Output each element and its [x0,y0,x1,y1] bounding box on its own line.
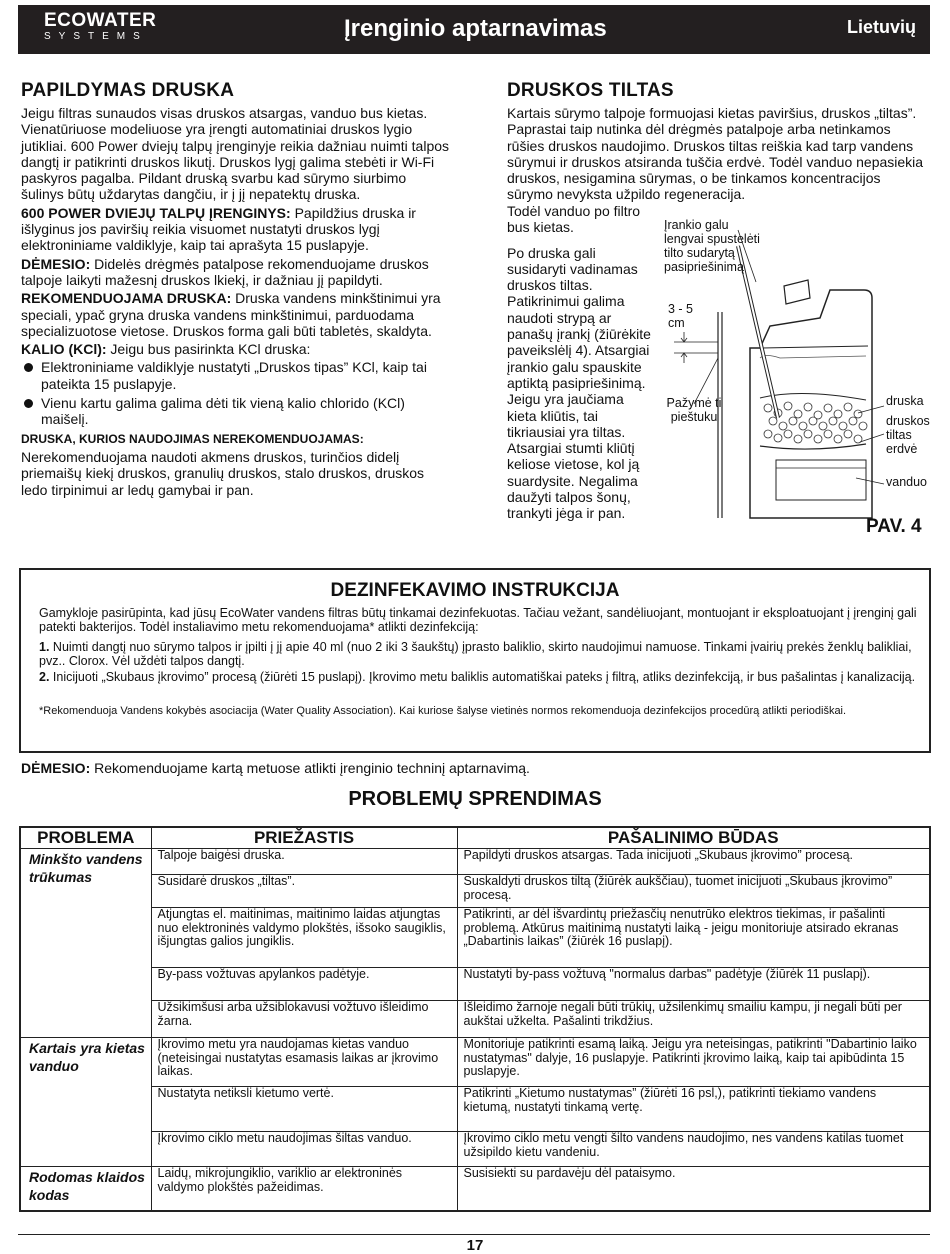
fix-cell [457,1132,930,1167]
problem-cell: Minkšto vandens trūkumas [20,849,151,1038]
figure-label-bridge: druskos tiltas erdvė [886,414,930,456]
cause-cell [151,875,457,908]
table-row [20,968,930,1001]
figure-label-depth: 3 - 5 cm [668,302,694,330]
table-row [20,1001,930,1038]
column-header-cause: PRIEŽASTIS [151,827,457,849]
kcl-paragraph [21,341,449,357]
cause-text: Užsikimšusi arba užsiblokavusi vožtuvo išleidimo žarna. [157,1000,429,1028]
cause-cell [151,1001,457,1038]
table-row [20,1087,930,1132]
fix-cell [457,1087,930,1132]
fix-text: Susisiekti su pardavėju dėl pataisymo. [463,1166,676,1180]
fix-cell [457,908,930,968]
twin-unit-label: 600 POWER DVIEJŲ TALPŲ ĮRENGINYS: [21,204,291,221]
column-header-problem: PROBLEMA [20,827,151,849]
maintenance-note-label: DĖMESIO: [21,760,91,776]
cause-text: Talpoje baigėsi druska. [157,848,285,862]
list-item: Elektroniniame valdiklyje nustatyti „Druskos tipas” KCl, kaip tai pateikta 15 puslapyje. [21,359,449,392]
twin-unit-paragraph [21,205,449,254]
cause-text: Įkrovimo ciklo metu naudojimas šiltas vanduo. [157,1131,412,1145]
step-number: 2. [39,670,50,684]
salt-granules [764,402,867,443]
fix-text: Suskaldyti druskos tiltą (žiūrėk aukščiau), tuomet inicijuoti „Skubaus įkrovimo” procesą. [463,874,893,902]
footer-divider [18,1234,930,1235]
page-number: 17 [466,1237,484,1254]
cause-cell [151,1132,457,1167]
figure-caption: PAV. 4 [866,516,922,537]
salt-refill-section [21,105,449,500]
fix-cell [457,968,930,1001]
fix-cell [457,1001,930,1038]
disinfection-note: *Rekomenduoja Vandens kokybės asociacija (Water Quality Association). Kai kuriose šalyse vietinės normos rekomenduoja dezinfekcijos procedūrą atlikti periodiškai. [39,705,847,717]
table-row [20,875,930,908]
salt-refill-intro: Jeigu filtras sunaudos visas druskos atsargas, vanduo bus kietas. Vienatūriuose modeliuose yra įrengti automatiniai druskos lygio jutikliai. 600 Power dviejų talpų įrenginyje reikia dažniau nuimti talpos dangtį ir patikrinti druskos likutį. Druskos lygį galima stebėti ir Wi-Fi paskyros pagalba. Pildant druską svarbu kad sūrymo siurbimo šulinys būtų uždarytas dangčiu, ir į jį nepatektų druska. [21,105,450,203]
brand-logo [44,11,156,42]
attention-text: Didelės drėgmės patalpose rekomenduojame druskos talpoje laikyti mažesnį druskos lkiekį, ir dažniau jį papildyti. [21,255,429,288]
disinfection-step-2 [39,670,919,684]
kcl-label: KALIO (KCl): [21,341,107,358]
table-header-row [20,827,930,849]
problem-cell: Kartais yra kietas vanduo [20,1038,151,1167]
step-number: 1. [39,640,50,654]
fix-text: Įkrovimo ciklo metu vengti šilto vandens naudojimo, nes vandens katilas tuomet užsipildo kietu vandeniu. [463,1131,904,1159]
table-row [20,1167,930,1211]
table-row [20,849,930,875]
not-recommended-label: DRUSKA, KURIOS NAUDOJIMAS NEREKOMENDUOJAMAS: [21,431,364,446]
cause-text: Laidų, mikrojungiklio, variklio ar elektroninės valdymo plokštės pažeidimas. [157,1166,403,1194]
step-text: Inicijuoti „Skubaus įkrovimo” procesą (žiūrėti 15 puslapį). Įkrovimo metu baliklis automatiškai pateks į filtrą, atliks dezinfekciją, ir bus pašalintas į kanalizaciją. [49,670,916,684]
salt-bridge-continued [507,203,657,524]
kcl-text: Jeigu bus pasirinkta KCl druska: [106,341,311,358]
cause-cell [151,849,457,875]
attention-paragraph [21,256,449,289]
disinfection-title: DEZINFEKAVIMO INSTRUKCIJA [330,580,620,601]
attention-label: DĖMESIO: [21,255,91,272]
disinfection-box [19,568,931,753]
brand-name: ECOWATER [44,10,157,31]
fix-cell [457,875,930,908]
page-title: Įrenginio aptarnavimas [344,15,607,42]
salt-bridge-heading: DRUSKOS TILTAS [507,80,674,101]
disinfection-step-1 [39,640,919,668]
troubleshooting-table [19,826,931,1212]
cause-cell [151,968,457,1001]
troubleshooting-title: PROBLEMŲ SPRENDIMAS [348,788,602,810]
figure-label-mark: Pažymė ti pieštuku [666,396,722,424]
problem-cell: Rodomas klaidos kodas [20,1167,151,1211]
fix-text: Monitoriuje patikrinti esamą laiką. Jeigu yra neteisingas, patikrinti "Dabartinio laiko nustatymas" dalyje, 16 puslapyje. Patikrinti įkrovimo laiką, kaip tai apibūdinta 15 puslapyje. [463,1037,917,1078]
step-text: Nuimti dangtį nuo sūrymo talpos ir įpilti į jį apie 40 ml (nuo 2 iki 3 šaukštų) įprasto baliklio, skirto naudojimui namuose. Tinkami įvairių prekės ženklų balikliai, pvz.. Clorox. Vėl uždėti talpos dangtį. [39,640,912,668]
recommended-salt-text: Druska vandens minkštinimui yra speciali, ypač gryna druska vandens minkštinimui, parduodama specializuotose vietose. Druskos forma gali būti tabletės, skaldyta. [21,290,441,339]
cause-text: By-pass vožtuvas apylankos padėtyje. [157,967,370,981]
language-label: Lietuvių [846,17,916,37]
figure-label-water: vanduo [886,475,928,489]
fix-text: Patikrinti, ar dėl išvardintų priežasčių nenutrūko elektros tiekimas, ir pašalinti problemą. Atkūrus maitinimą nustatyti laiką - jeigu monitoriuje atsirado ekranas „Dabartinis laikas” (žiūrėk 16 puslapį). [463,907,899,948]
kcl-bullet-list [21,359,449,427]
table-row [20,908,930,968]
disinfection-intro: Gamykloje pasirūpinta, kad jūsų EcoWater vandens filtras būtų tinkamai dezinfekuotas. Tačiau vežant, sandėliuojant, montuojant ir eksploatuojant į įrenginį gali patekti bakterijos. Todėl instaliavimo metu rekomenduojama* atlikti dezinfekciją: [39,606,917,634]
fix-text: Išleidimo žarnoje negali būti trūkių, užsilenkimų smailiu kampu, ji negali būti per aukštai užkelta. Pašalinti trikdžius. [463,1000,902,1028]
figure-label-tool: Įrankio galu lengvai spustelėti tilto sudarytą pasipriešinimą [664,218,760,274]
table-row [20,1132,930,1167]
recommended-salt-paragraph [21,290,449,339]
cause-text: Įkrovimo metu yra naudojamas kietas vanduo (neteisingai nustatytas esamasis laikas ar įkrovimo laikas. [157,1037,439,1078]
cause-cell [151,1038,457,1087]
fix-cell [457,1167,930,1211]
page-header [18,5,930,54]
cause-cell [151,908,457,968]
salt-bridge-cont2: Po druska gali susidaryti vadinamas druskos tiltas. Patikrinimui galima naudoti strypą ar panašų įrankį (žiūrėkite paveikslėlį 4). Atsargiai įrankio galu spauskite aptiktą pasipriešinimą. Jeigu yra jaučiama kieta kliūtis, tai tikriausiai yra tiltas. Atsargiai stumti kliūtį keliose vietose, kol ją suardysite. Negalima daužyti talpos šonų, trankyti jėga ir pan. [507,244,651,522]
fix-cell [457,1038,930,1087]
fix-text: Papildyti druskos atsargas. Tada inicijuoti „Skubaus įkrovimo” procesą. [463,848,854,862]
maintenance-note-text: Rekomenduojame kartą metuose atlikti įrenginio techninį aptarnavimą. [90,760,530,776]
column-header-fix: PAŠALINIMO BŪDAS [457,827,930,849]
twin-unit-text: Papildžius druska ir išlyginus jos paviršių reikia visuomet nustatyti druskos lygį elektroniniame valdiklyje, kaip tai aprašyta 15 puslapyje. [21,204,416,254]
salt-bridge-cont1: Todėl vanduo po filtro bus kietas. [507,203,641,236]
cause-cell [151,1087,457,1132]
not-recommended-text: Nerekomenduojama naudoti akmens druskos, turinčios didelį priemaišų kiekį druskos, granulių druskos, stalo druskos, druskos ledo tirpinimui ar ledų gamybai ir pan. [21,448,425,498]
list-item: Vienu kartu galima galima dėti tik vieną kalio chlorido (KCl) maišelį. [21,395,449,428]
cause-text: Susidarė druskos „tiltas”. [157,874,296,888]
cause-text: Nustatyta netiksli kietumo vertė. [157,1086,334,1100]
brand-sub: SYSTEMS [44,31,148,42]
recommended-salt-label: REKOMENDUOJAMA DRUSKA: [21,290,232,307]
fix-text: Nustatyti by-pass vožtuvą "normalus darbas" padėtyje (žiūrėk 11 puslapį). [463,967,871,981]
salt-refill-heading: PAPILDYMAS DRUSKA [21,80,235,101]
salt-bridge-intro: Kartais sūrymo talpoje formuojasi kietas paviršius, druskos „tiltas”. Paprastai taip nutinka dėl drėgmės patalpoje arba netinkamos rūšies druskos naudojimo. Druskos tiltas reiškia kad tarp vandens sūrymui ir druskos atsiranda tuščia erdvė. Todėl vanduo nepasiekia druskos, nesigamina sūrymas, o be tinkamos koncentracijos sūrymo nevyksta užpildo regeneracija. [507,105,924,203]
figure-label-salt: druska [886,394,924,408]
salt-bridge-figure [660,208,940,538]
cause-cell [151,1167,457,1211]
table-row [20,1038,930,1087]
maintenance-note [21,760,530,776]
cause-text: Atjungtas el. maitinimas, maitinimo laidas atjungtas nuo elektroninės valdymo plokštės, išsoko saugiklis, išjungtas galios jungiklis. [157,907,446,948]
fix-cell [457,849,930,875]
fix-text: Patikrinti „Kietumo nustatymas” (žiūrėti 16 psl,), patikrinti tiekiamo vandens kietumą, nustatyti tinkamą vertę. [463,1086,877,1114]
